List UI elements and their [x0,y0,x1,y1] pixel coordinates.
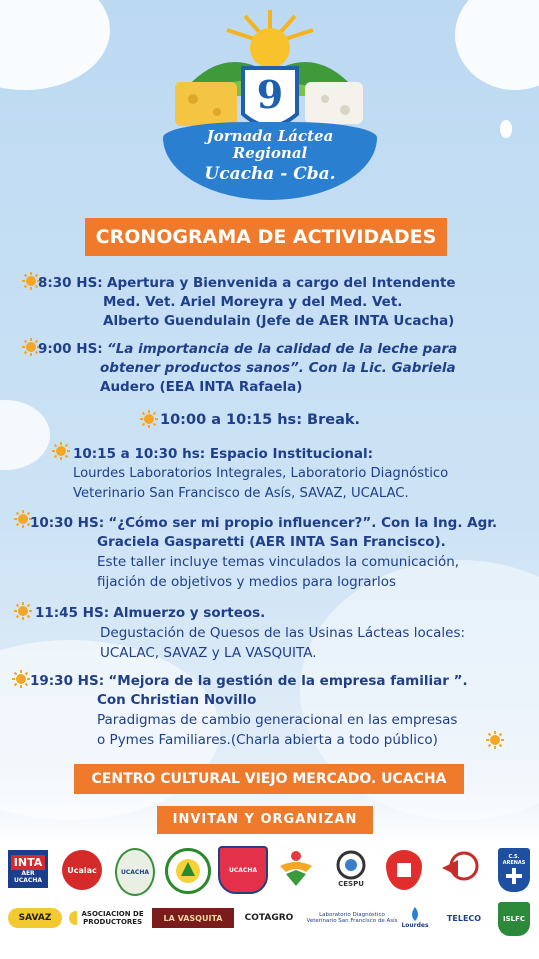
schedule-line: o Pymes Familiares.(Charla abierta a todo público) [97,732,438,748]
schedule-text: Almuerzo y sorteos. [113,605,266,621]
schedule-line: obtener productos sanos”. Con la Lic. Gabriela [100,360,456,376]
logo-ucacha-text: UCACHA [121,868,149,876]
logo-asociacion-text: ASOCIACION DE PRODUCTORES [81,910,144,926]
logo-laboratorio [306,904,398,932]
schedule-title-text: CRONOGRAMA DE ACTIVIDADES [95,226,437,248]
logo-asociacion [68,904,148,932]
schedule-line: Audero (EEA INTA Rafaela) [100,379,303,395]
schedule-title [85,218,447,256]
logo-savaz-text: SAVAZ [18,913,52,923]
schedule-item-1030 [30,514,530,532]
sun-icon [486,731,504,749]
schedule-time: 11:45 HS: [35,605,110,621]
sun-icon [52,442,70,460]
schedule-line: Veterinario San Francisco de Asís, SAVAZ, UCALAC. [73,486,409,501]
schedule-item-0900 [38,340,528,358]
logo-cs-arenas-text: C.S. ARENAS [502,854,526,866]
logo-islfc-text: ISLFC [502,915,526,923]
schedule-time: 10:30 HS: [30,515,105,531]
schedule-item-0830 [38,274,518,292]
fox-icon [440,850,482,888]
schedule-item-1145 [35,604,515,622]
logo-la-vasquita [152,908,234,928]
schedule-time: 9:00 HS: [38,341,103,357]
club-crest-icon [394,860,414,880]
asociacion-icon [68,910,77,926]
milk-splash-left [0,400,50,470]
organizers-title: INVITAN Y ORGANIZAN [172,812,358,827]
logo-lourdes-text: Lourdes [401,921,429,929]
cespu-icon [336,850,366,880]
organizers-banner [157,806,373,834]
schedule-text: “La importancia de la calidad de la leche para [107,341,458,357]
venue-text: CENTRO CULTURAL VIEJO MERCADO. UCACHA [91,771,447,787]
logo-ucalac-text: Ucalac [67,865,97,875]
milk-splash-top-left [0,0,110,90]
logo-teleco-text: TELECO [446,913,482,923]
logo-inta [8,850,48,888]
schedule-line: Paradigmas de cambio generacional en las empresas [97,712,458,728]
logo-la-vasquita-text: LA VASQUITA [163,913,223,923]
logo-cotagro [238,908,300,928]
schedule-line: Alberto Guendulain (Jefe de AER INTA Ucacha) [103,313,455,329]
schedule-item-break: 10:00 a 10:15 hs: Break. [160,412,361,428]
schedule-line: Con Christian Novillo [97,692,257,708]
sun-icon [14,602,32,620]
sun-icon [140,410,158,428]
logo-ucacha-shield [218,846,268,894]
logo-cs-arenas [498,848,530,892]
tree-icon [175,858,201,884]
schedule-text: “Mejora de la gestión de la empresa familiar ”. [108,673,468,689]
schedule-line: Este taller incluye temas vinculados la comunicación, [97,554,460,570]
schedule-line: UCALAC, SAVAZ y LA VASQUITA. [100,645,317,661]
logo-ucalac [62,850,102,890]
milk-drop [500,120,512,138]
venue-banner [74,764,464,794]
logo-islfc [498,902,530,936]
logo-ucacha-shield-text: UCACHA [229,866,257,874]
sun-icon [12,670,30,688]
drop-icon [408,906,422,922]
schedule-item-1930 [30,672,530,690]
logo-fox [440,850,482,888]
logo-savaz [8,908,62,928]
event-location: Ucacha - Cba. [204,164,336,184]
schedule-item-1015: 10:15 a 10:30 hs: Espacio Institucional: [73,446,373,462]
logo-seal [165,848,211,894]
schedule-text: Apertura y Bienvenida a cargo del Intendente [107,275,456,291]
milk-splash-top-right [455,0,539,90]
event-title-line1: Jornada Láctea [206,127,334,145]
cross-icon [504,866,524,886]
logo-cotagro-text: COTAGRO [244,913,294,923]
schedule-time: 8:30 HS: [38,275,103,291]
schedule-line: fijación de objetivos y medios para lograrlos [97,574,397,590]
people-icon [276,848,316,888]
event-title-line2: Regional [232,144,308,162]
logo-lourdes [400,900,430,934]
schedule-line: Graciela Gasparetti (AER INTA San Francisco). [97,534,446,550]
logo-figure [275,848,317,888]
logo-teleco [438,906,490,930]
logo-inta-sub: AER UCACHA [14,869,42,884]
logo-inta-text: INTA [11,855,45,870]
event-logo [155,4,385,204]
logo-laboratorio-text: Laboratorio Diagnóstico Veterinario San Francisco de Asís [306,912,398,924]
logo-club-red [386,850,422,890]
schedule-text: “¿Cómo ser mi propio influencer?”. Con la Ing. Agr. [108,515,498,531]
sponsor-logos [0,840,539,959]
logo-cespu-text: CESPU [338,880,364,888]
event-number: 9 [256,72,284,117]
schedule-line: Degustación de Quesos de las Usinas Lácteas locales: [100,625,466,641]
schedule-time: 19:30 HS: [30,673,105,689]
logo-ucacha-municipio [115,848,155,896]
schedule-line: Med. Vet. Ariel Moreyra y del Med. Vet. [103,294,403,310]
schedule-line: Lourdes Laboratorios Integrales, Laboratorio Diagnóstico [73,466,449,481]
logo-cespu [333,846,369,892]
